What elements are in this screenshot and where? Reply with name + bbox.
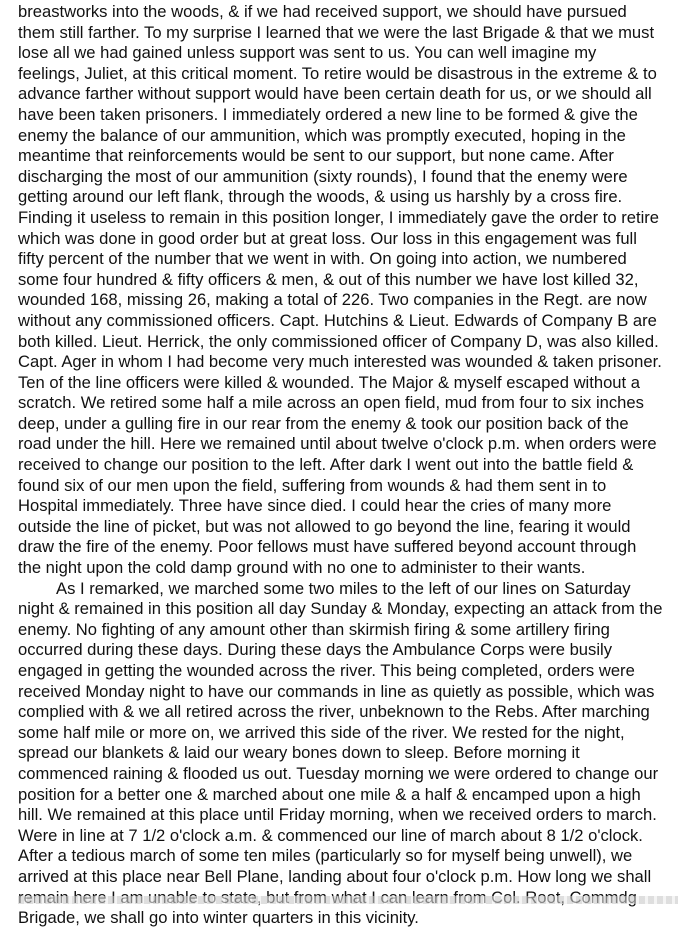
text-line: night & remained in this position all day Sunday & Monday, expecting an attack from the bbox=[18, 599, 663, 619]
text-line: fifty percent of the number that we went in with. On going into action, we numbered bbox=[18, 249, 627, 269]
text-line: wounded 168, missing 26, making a total of 226. Two companies in the Regt. are now bbox=[18, 290, 647, 310]
text-line: position for a better one & marched about one mile & a half & encamped upon a high bbox=[18, 784, 641, 804]
text-line: Capt. Ager in whom I had become very much interested was wounded & taken prisoner. bbox=[18, 352, 662, 372]
text-line: occurred during these days. During these days the Ambulance Corps were busily bbox=[18, 640, 613, 660]
text-line: Hospital immediately. Three have since died. I could hear the cries of many more bbox=[18, 496, 612, 516]
text-line: commenced raining & flooded us out. Tuesday morning we were ordered to change our bbox=[18, 763, 659, 783]
text-line: found six of our men upon the field, suffering from wounds & had them sent in to bbox=[18, 475, 607, 495]
text-line: breastworks into the woods, & if we had received support, we should have pursued bbox=[18, 2, 627, 21]
text-line: which was done in good order but at great loss. Our loss in this engagement was full bbox=[18, 228, 637, 248]
text-line: received Monday night to have our commands in line as quietly as possible, which was bbox=[18, 681, 655, 701]
text-line: deep, under a gulling fire in our rear from the enemy & took our position back of the bbox=[18, 413, 629, 433]
text-line: have been taken prisoners. I immediately ordered a new line to be formed & give the bbox=[18, 104, 638, 124]
text-line: Were in line at 7 1/2 o'clock a.m. & commenced our line of march about 8 1/2 o'clock. bbox=[18, 825, 643, 845]
text-line: discharging the most of our ammunition (sixty rounds), I found that the enemy were bbox=[18, 166, 628, 186]
letter-body bbox=[18, 2, 686, 929]
text-line: advance farther without support would have been certain death for us, or we should all bbox=[18, 84, 652, 104]
paragraph-start-line: As I remarked, we marched some two miles to the left of our lines on Saturday bbox=[56, 578, 631, 598]
text-line: them still farther. To my surprise I learned that we were the last Brigade & that we must bbox=[18, 22, 655, 42]
text-line: After a tedious march of some ten miles (particularly so for myself being unwell), we bbox=[18, 846, 633, 866]
text-line: Brigade, we shall go into winter quarters in this vicinity. bbox=[18, 908, 419, 928]
text-line: Finding it useless to remain in this position longer, I immediately gave the order to retire bbox=[18, 207, 660, 227]
text-line: some four hundred & fifty officers & men, & out of this number we have lost killed 32, bbox=[18, 269, 639, 289]
text-line: spread our blankets & laid our weary bones down to sleep. Before morning it bbox=[18, 743, 580, 763]
text-line: scratch. We retired some half a mile across an open field, mud from four to six inches bbox=[18, 393, 644, 413]
text-line: some half mile or more on, we arrived this side of the river. We rested for the night, bbox=[18, 722, 625, 742]
text-line: Ten of the line officers were killed & wounded. The Major & myself escaped without a bbox=[18, 372, 640, 392]
text-line: complied with & we all retired across the river, unbeknown to the Rebs. After marching bbox=[18, 702, 650, 722]
text-line: outside the line of picket, but was not allowed to go beyond the line, fearing it would bbox=[18, 516, 631, 536]
text-line: meantime that reinforcements would be sent to our support, but none came. After bbox=[18, 146, 614, 166]
text-line: lose all we had gained unless support was sent to us. You can well imagine my bbox=[18, 43, 597, 63]
text-line: engaged in getting the wounded across the river. This being completed, orders were bbox=[18, 661, 635, 680]
text-line: without any commissioned officers. Capt. Hutchins & Lieut. Edwards of Company B are bbox=[18, 310, 657, 330]
text-line: arrived at this place near Bell Plane, landing about four o'clock p.m. How long we shall bbox=[18, 866, 652, 886]
text-line: getting around our left flank, through the woods, & using us harshly by a cross fire. bbox=[18, 187, 623, 207]
text-line: road under the hill. Here we remained until about twelve o'clock p.m. when orders were bbox=[18, 434, 657, 454]
text-line: the night upon the cold damp ground with no one to administer to their wants. bbox=[18, 558, 586, 578]
text-line: received to change our position to the left. After dark I went out into the battle field & bbox=[18, 455, 634, 475]
text-line: both killed. Lieut. Herrick, the only commissioned officer of Company D, was also killed. bbox=[18, 331, 659, 351]
text-line: hill. We remained at this place until Friday morning, when we received orders to march. bbox=[18, 805, 657, 825]
text-line: enemy. No fighting of any amount other than skirmish firing & some artillery firing bbox=[18, 619, 610, 639]
text-line: feelings, Juliet, at this critical moment. To retire would be disastrous in the extreme & to bbox=[18, 63, 657, 83]
text-line: draw the fire of the enemy. Poor fellows must have suffered beyond account through bbox=[18, 537, 637, 557]
text-line: enemy the balance of our ammunition, which was promptly executed, hoping in the bbox=[18, 125, 626, 145]
cut-off-text-fragment bbox=[18, 896, 678, 904]
